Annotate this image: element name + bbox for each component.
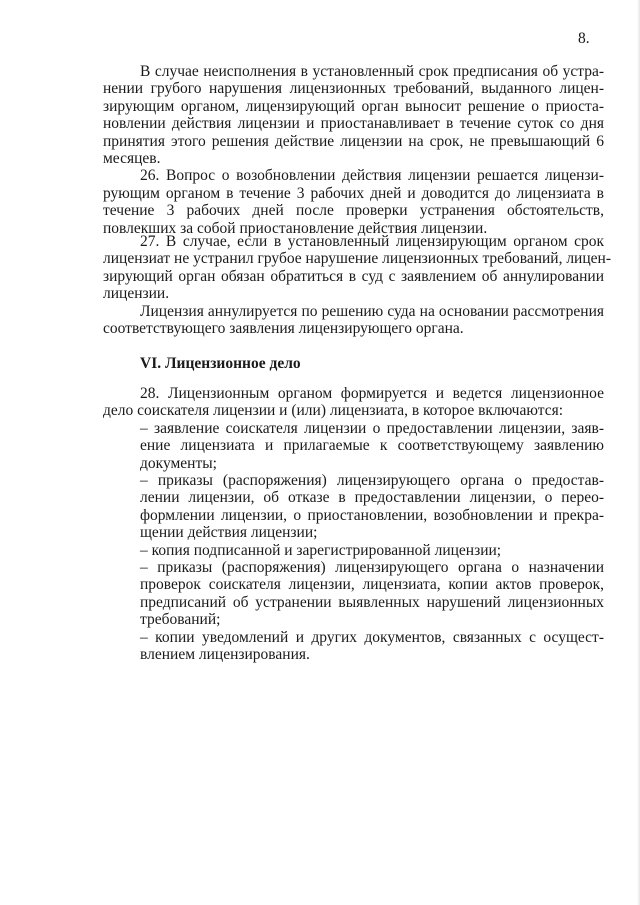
text-line: 28. Лицензионным органом формируется и ведется лицензионное [140, 385, 604, 402]
text-line: лицензиат не устранил грубое нарушение лицензионных требований, лицен- [103, 250, 611, 268]
license-file-list [103, 420, 604, 664]
text-line: лении лицензии, об отказе в предоставлении лицензии, о перео- [140, 489, 604, 507]
text-line: Лицензия аннулируется по решению суда на основании рассмотрения [140, 303, 604, 320]
text-line: – приказы (распоряжения) лицензирующего органа о предостав- [140, 472, 604, 490]
text-line: течение 3 рабочих дней после проверки устранения обстоятельств, [103, 202, 604, 220]
text-line: влением лицензирования. [140, 646, 310, 664]
paragraph-annulment [103, 303, 604, 338]
text-line: проверок соискателя лицензии, лицензиата, копии актов проверок, [140, 576, 604, 594]
text-line: дело соискателя лицензии и (или) лицензиата, в которое включаются: [103, 402, 564, 420]
text-line: новлении действия лицензии и приостанавливает в течение суток со дня [103, 115, 604, 133]
list-item [103, 472, 604, 542]
paragraph-27 [103, 233, 611, 303]
text-line: формлении лицензии, о приостановлении, возобновлении и прекра- [140, 506, 604, 524]
paragraph-suspension [103, 63, 604, 237]
text-line: – заявление соискателя лицензии о предоставлении лицензии, заяв- [140, 419, 604, 437]
heading-text: VI. Лицензионное дело [140, 355, 301, 372]
text-line: 26. Вопрос о возобновлении действия лицензии решается лицензи- [140, 167, 604, 185]
text-line: зирующим органом, лицензирующий орган выносит решение о приоста- [103, 97, 604, 115]
text-line: щении действия лицензии; [140, 524, 318, 542]
text-line: требований; [140, 611, 221, 629]
text-line: документы; [140, 454, 217, 472]
text-line: предписаний об устранении выявленных нарушений лицензионных [140, 593, 604, 611]
section-heading [103, 355, 604, 372]
text-line: нении грубого нарушения лицензионных требований, выданного лицен- [103, 80, 604, 98]
list-item [103, 542, 604, 559]
list-item [103, 629, 604, 664]
text-line: рующим органом в течение 3 рабочих дней и доводится до лицензиата в [103, 184, 604, 202]
text-line: соответствующего заявления лицензирующего органа. [103, 320, 464, 338]
text-line: В случае неисполнения в установленный срок предписания об устра- [140, 63, 604, 80]
list-item [103, 559, 604, 629]
text-line: – копии уведомлений и других документов, связанных с осущест- [140, 628, 604, 646]
list-item [103, 420, 604, 472]
text-line: месяцев. [103, 150, 161, 168]
page-number: 8. [578, 30, 590, 47]
text-line: – копия подписанной и зарегистрированной лицензии; [140, 541, 502, 559]
text-line: лицензии. [103, 285, 170, 303]
text-line: 27. В случае, если в установленный лицензирующим органом срок [140, 233, 604, 250]
text-line: повлекших за собой приостановление действия лицензии. [103, 219, 488, 237]
text-line: зирующий орган обязан обратиться в суд с заявлением об аннулировании [103, 267, 604, 285]
paragraph-28 [103, 385, 604, 664]
text-line: – приказы (распоряжения) лицензирующего органа о назначении [140, 559, 604, 577]
text-line: принятия этого решения действие лицензии на срок, не превышающий 6 [103, 132, 604, 150]
text-line: ение лицензиата и прилагаемые к соответствующему заявлению [140, 437, 604, 455]
